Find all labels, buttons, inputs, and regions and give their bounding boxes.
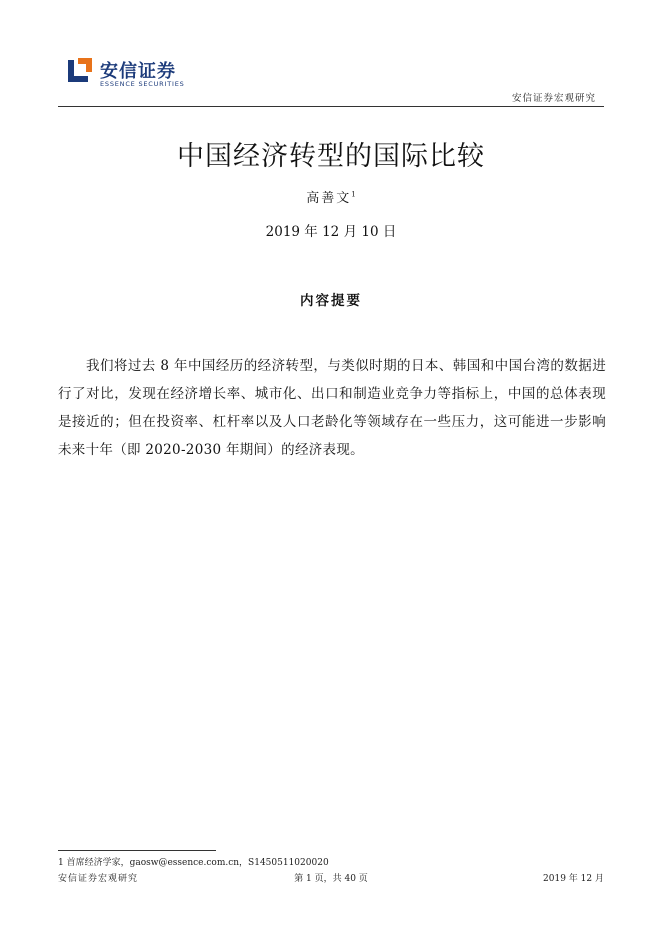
- report-title: 中国经济转型的国际比较: [177, 141, 485, 172]
- abstract-body: 我们将过去 8 年中国经历的经济转型，与类似时期的日本、韩国和中国台湾的数据进行了对比，发现在经济增长率、城市化、出口和制造业竞争力等指标上，中国的总体表现是接近的；但在投资率、杠杆率以及人口老龄化等领域存在一些压力，这可能进一步影响未来十年（即 2020-2030 年期间）的经济表现。: [58, 358, 606, 458]
- report-date: 2019 年 12 月 10 日: [265, 224, 397, 240]
- essence-logo-icon: [66, 56, 94, 84]
- footnote-divider: [58, 850, 216, 851]
- header-report-type: 安信证券宏观研究: [511, 93, 596, 104]
- header-divider: [58, 106, 604, 107]
- logo-company-name-en: ESSENCE SECURITIES: [100, 80, 185, 88]
- author-name: 高善文: [306, 191, 352, 206]
- footnote-marker[interactable]: 1: [351, 190, 356, 199]
- logo-company-name: 安信证券: [100, 61, 176, 82]
- page-number: 第 1 页，共 40 页: [294, 874, 368, 884]
- abstract-heading: 内容提要: [300, 293, 362, 309]
- footer-report-type: 安信证券宏观研究: [58, 874, 139, 884]
- footer-date: 2019 年 12 月: [543, 874, 604, 884]
- company-logo: [66, 54, 206, 92]
- footnote-text: 1 首席经济学家，gaosw@essence.com.cn，S1450511020020: [58, 858, 329, 868]
- author-line: [0, 187, 662, 206]
